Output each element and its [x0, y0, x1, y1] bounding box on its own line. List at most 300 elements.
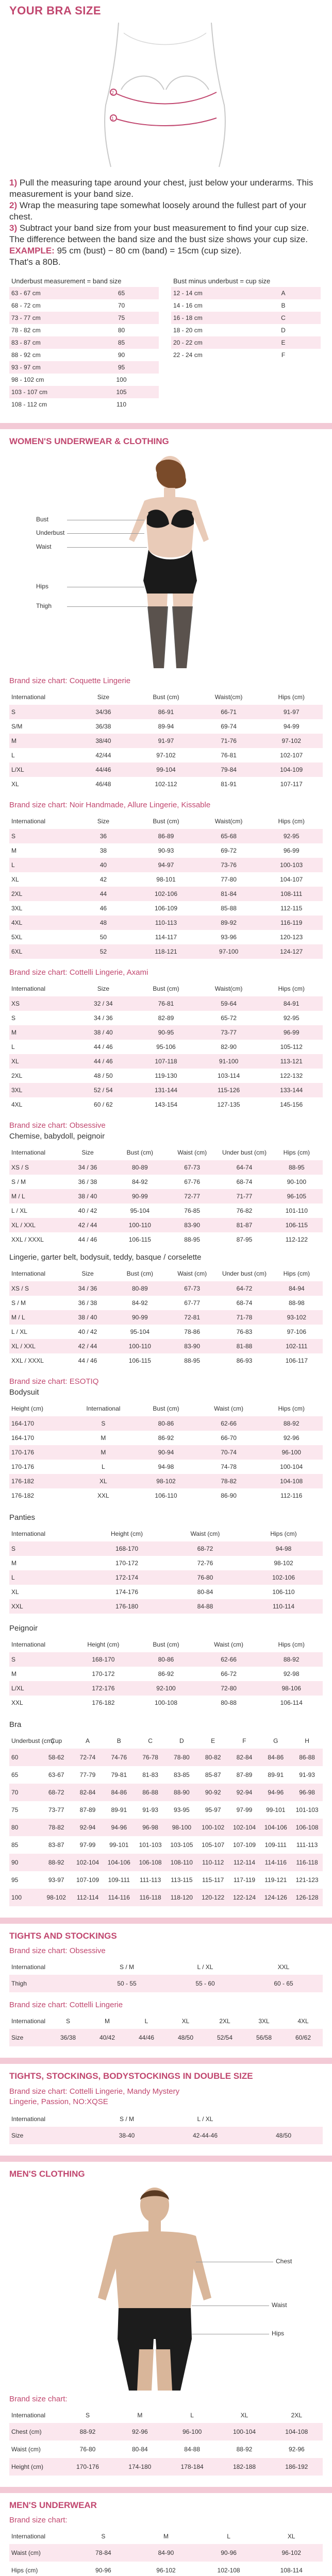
- table-row: [9, 901, 323, 916]
- table-cell: XL: [9, 777, 72, 791]
- table-cell: 95-104: [114, 1325, 166, 1339]
- table-header-cell: E: [211, 1737, 215, 1744]
- table-cell: 93-96: [197, 930, 260, 944]
- table-header-cell: Height (cm): [110, 1530, 143, 1537]
- table-cell: 109-111: [260, 1836, 291, 1854]
- table-cell: 99-101: [103, 1836, 135, 1854]
- table-header-cell: International: [86, 1405, 121, 1412]
- table-cell: Hips (cm): [9, 2562, 72, 2576]
- table-cell: 42/44: [72, 748, 135, 762]
- table-cell: 100-103: [260, 858, 323, 872]
- table-row: [9, 887, 323, 901]
- cup-size-table-wrap: [171, 275, 321, 411]
- table-cell: XS: [9, 996, 72, 1011]
- table-row: [9, 1175, 323, 1189]
- double-size-table: [9, 2111, 323, 2144]
- table-cell: 98-102: [41, 1889, 72, 1906]
- table-cell: 92-95: [260, 1011, 323, 1025]
- table-cell: 176-182: [9, 1488, 72, 1503]
- noir-chart: [0, 801, 332, 959]
- table-cell: 3XL: [9, 901, 72, 916]
- table-cell: 65: [9, 1766, 41, 1784]
- men-section: [0, 2169, 332, 2179]
- step-3-number: 3): [9, 223, 18, 233]
- table-cell: 84-88: [166, 2441, 218, 2458]
- table-cell: 100-104: [218, 2423, 270, 2441]
- table-header-cell: Bust (cm): [126, 1270, 153, 1277]
- table-cell: 48/50: [244, 2127, 323, 2144]
- table-cell: Chest (cm): [9, 2423, 61, 2441]
- table-cell: 98 - 102 cm: [9, 374, 84, 386]
- tights-cottelli-table: [9, 2013, 323, 2046]
- table-cell: 60: [9, 1749, 41, 1766]
- table-cell: 78 - 82 cm: [9, 324, 84, 336]
- table-row: [9, 1218, 323, 1232]
- bra-size-title: YOUR BRA SIZE: [9, 4, 102, 17]
- table-cell: 104-106: [103, 1854, 135, 1871]
- woman-lingerie-illustration: [0, 452, 332, 673]
- table-header-cell: G: [273, 1737, 278, 1744]
- table-header-cell: S / M: [119, 2115, 134, 2123]
- table-cell: 44/46: [127, 2029, 166, 2046]
- torso-bra-illustration: [0, 18, 332, 172]
- table-cell: 73-77: [41, 1801, 72, 1819]
- table-cell: 60/62: [284, 2029, 323, 2046]
- table-cell: 44 / 46: [72, 1040, 135, 1054]
- table-cell: XL: [9, 1054, 72, 1069]
- table-cell: 90: [84, 349, 159, 361]
- noir-table: [9, 814, 323, 959]
- table-cell: 98-106: [260, 1681, 323, 1696]
- table-cell: XS / S: [9, 1160, 61, 1175]
- table-cell: 115-126: [197, 1083, 260, 1097]
- table-cell: 82-84: [229, 1749, 260, 1766]
- table-cell: 111-113: [291, 1836, 323, 1854]
- table-cell: L: [72, 1460, 135, 1474]
- table-row: [9, 1819, 323, 1836]
- table-header-cell: International: [11, 2018, 46, 2025]
- table-header-cell: Waist(cm): [214, 693, 243, 701]
- table-cell: 71-77: [218, 1189, 270, 1204]
- table-cell: 52/54: [205, 2029, 244, 2046]
- table-header-cell: International: [11, 985, 46, 992]
- table-header-cell: 3XL: [258, 2018, 270, 2025]
- table-cell: 112-114: [229, 1854, 260, 1871]
- table-cell: 44: [72, 887, 135, 901]
- table-cell: 76-82: [218, 1204, 270, 1218]
- table-cell: S: [9, 1541, 88, 1556]
- example-line: [9, 245, 323, 257]
- table-cell: 32 / 34: [72, 996, 135, 1011]
- table-row: [9, 748, 323, 762]
- table-row: [9, 312, 159, 324]
- table-row: [9, 361, 159, 374]
- table-cell: 80: [9, 1819, 41, 1836]
- table-cell: 44 / 46: [61, 1232, 113, 1247]
- table-cell: 100-108: [135, 1696, 197, 1710]
- table-cell: 93-95: [166, 1801, 197, 1819]
- table-cell: 112-114: [72, 1889, 104, 1906]
- table-header-cell: Waist (cm): [214, 1641, 244, 1648]
- table-header-cell: L / XL: [197, 1963, 213, 1971]
- table-cell: 85: [84, 336, 159, 349]
- table-cell: 46/48: [72, 777, 135, 791]
- table-row: [9, 1097, 323, 1112]
- table-cell: 40 / 42: [61, 1325, 113, 1339]
- table-cell: 65-68: [197, 829, 260, 843]
- table-cell: 40: [72, 858, 135, 872]
- table-row: [9, 287, 159, 299]
- table-header-cell: Hips (cm): [270, 1530, 297, 1537]
- table-header-row: [9, 1401, 323, 1416]
- table-cell: 80-86: [135, 1416, 197, 1431]
- svg-text:2: 2: [111, 90, 114, 95]
- table-cell: 38 / 40: [72, 1025, 135, 1040]
- table-cell: M: [72, 1445, 135, 1460]
- table-cell: 76-83: [218, 1325, 270, 1339]
- table-cell: 100-104: [260, 1460, 323, 1474]
- table-header-cell: Bust (cm): [153, 1641, 179, 1648]
- table-row: [9, 1281, 323, 1296]
- table-cell: 48: [72, 916, 135, 930]
- table-cell: 124-126: [260, 1889, 291, 1906]
- table-cell: 62-66: [197, 1652, 260, 1667]
- table-cell: 89-91: [260, 1766, 291, 1784]
- table-header-row: [9, 2013, 323, 2029]
- table-row: [9, 1854, 323, 1871]
- table-cell: 80-82: [197, 1749, 229, 1766]
- table-header-cell: Bust (cm): [153, 693, 179, 701]
- table-cell: 168-170: [88, 1541, 166, 1556]
- esotiq-title: Brand size chart: ESOTIQ: [9, 1377, 99, 1386]
- table-header-cell: S: [101, 2533, 106, 2540]
- table-cell: 68-72: [41, 1784, 72, 1801]
- table-cell: 34/36: [72, 705, 135, 719]
- cup-size-table: [171, 287, 321, 361]
- table-row: [9, 829, 323, 843]
- table-cell: 2XL: [9, 1069, 72, 1083]
- esotiq-bodysuit-label: Bodysuit: [9, 1388, 39, 1397]
- table-cell: 80-86: [135, 1652, 197, 1667]
- table-cell: 83-87: [41, 1836, 72, 1854]
- table-cell: 77-80: [197, 872, 260, 887]
- table-header-cell: XL: [240, 2412, 248, 2419]
- table-cell: 106-108: [135, 1854, 166, 1871]
- table-cell: 182-188: [218, 2458, 270, 2476]
- table-cell: 119-130: [135, 1069, 197, 1083]
- table-cell: 52: [72, 944, 135, 959]
- table-header-cell: Hips (cm): [283, 1149, 310, 1156]
- table-cell: 83-90: [166, 1218, 218, 1232]
- esotiq-bra-label: Bra: [9, 1720, 22, 1729]
- table-header-cell: Waist (cm): [177, 1270, 207, 1277]
- table-cell: A: [246, 287, 321, 299]
- table-header-cell: M: [163, 2533, 169, 2540]
- table-row: [171, 287, 321, 299]
- table-row: [9, 1667, 323, 1681]
- table-cell: B: [246, 299, 321, 312]
- table-header-cell: Underbust (cm): [11, 1737, 54, 1744]
- table-cell: S / M: [9, 1175, 61, 1189]
- table-cell: 6XL: [9, 944, 72, 959]
- men-figure: [0, 2184, 332, 2391]
- table-cell: 42 / 44: [61, 1339, 113, 1353]
- table-cell: 76-80: [61, 2441, 113, 2458]
- chest-label: Chest: [276, 2258, 292, 2265]
- table-cell: 86-93: [218, 1353, 270, 1368]
- table-cell: 40 / 42: [61, 1204, 113, 1218]
- table-header-cell: International: [11, 1270, 46, 1277]
- table-cell: 38 / 40: [61, 1189, 113, 1204]
- table-cell: M / L: [9, 1189, 61, 1204]
- obsessive-subtitle-2: Lingerie, garter belt, bodysuit, teddy, basque / corselette: [9, 1253, 202, 1262]
- women-section: [0, 436, 332, 447]
- table-cell: 110-112: [197, 1854, 229, 1871]
- table-header-cell: International: [11, 693, 46, 701]
- table-header-cell: Waist (cm): [177, 1149, 207, 1156]
- table-row: [9, 1871, 323, 1889]
- table-row: [9, 1069, 323, 1083]
- table-cell: 55 - 60: [166, 1975, 244, 1992]
- table-cell: 101-103: [291, 1801, 323, 1819]
- table-cell: 80: [84, 324, 159, 336]
- table-header-cell: S: [85, 2412, 90, 2419]
- table-cell: 69-74: [197, 719, 260, 734]
- table-cell: 102-112: [135, 777, 197, 791]
- table-cell: Waist (cm): [9, 2544, 72, 2562]
- table-cell: 96-102: [135, 2562, 197, 2576]
- table-cell: 110: [84, 398, 159, 411]
- table-cell: L: [9, 1570, 88, 1585]
- table-header-row: [9, 1145, 323, 1160]
- table-cell: 90-92: [197, 1784, 229, 1801]
- table-cell: 36 / 38: [61, 1175, 113, 1189]
- double-size-section: [0, 2071, 332, 2144]
- table-cell: 93-102: [271, 1310, 323, 1325]
- obsessive-chart: [0, 1121, 332, 1368]
- table-cell: 79-81: [103, 1766, 135, 1784]
- table-row: [9, 2544, 323, 2562]
- table-cell: 86-92: [135, 1667, 197, 1681]
- table-cell: 90-96: [72, 2562, 135, 2576]
- table-cell: 102-108: [197, 2562, 260, 2576]
- table-cell: 95-104: [114, 1204, 166, 1218]
- tights-obsessive-title: Brand size chart: Obsessive: [9, 1946, 106, 1955]
- men-underwear-brand-title: Brand size chart:: [9, 2516, 68, 2524]
- table-cell: 50 - 55: [88, 1975, 166, 1992]
- table-row: [9, 349, 159, 361]
- table-cell: S: [9, 705, 72, 719]
- table-cell: 58-62: [41, 1749, 72, 1766]
- table-row: [9, 1749, 323, 1766]
- cup-size-header: Bust minus underbust = cup size: [173, 277, 271, 285]
- table-header-cell: XXL: [277, 1963, 290, 1971]
- table-cell: 176-182: [9, 1474, 72, 1488]
- table-cell: XXL: [9, 1599, 88, 1614]
- table-cell: 14 - 16 cm: [171, 299, 246, 312]
- table-cell: 73 - 77 cm: [9, 312, 84, 324]
- table-cell: 75: [84, 312, 159, 324]
- table-cell: 78-82: [197, 1474, 260, 1488]
- coquette-chart: [0, 676, 332, 791]
- table-header-cell: Height (cm): [87, 1641, 120, 1648]
- table-cell: L / XL: [9, 1204, 61, 1218]
- table-cell: 118-120: [166, 1889, 197, 1906]
- table-cell: S / M: [9, 1296, 61, 1310]
- table-cell: 84-91: [260, 996, 323, 1011]
- table-cell: 112-115: [260, 901, 323, 916]
- table-cell: 97-99: [72, 1836, 104, 1854]
- table-cell: 117-119: [229, 1871, 260, 1889]
- table-cell: 116-118: [135, 1889, 166, 1906]
- step-2-text: Wrap the measuring tape somewhat loosely around the fullest part of your chest.: [9, 200, 307, 222]
- table-cell: 106-115: [114, 1353, 166, 1368]
- table-cell: 92-96: [271, 2441, 323, 2458]
- table-cell: 86-89: [135, 829, 197, 843]
- table-header-cell: Hips (cm): [278, 818, 305, 825]
- table-header-cell: L: [227, 2533, 230, 2540]
- table-cell: 36/38: [72, 719, 135, 734]
- esotiq-bra-table: [9, 1733, 323, 1906]
- cottelli-table: [9, 981, 323, 1112]
- table-cell: 98-102: [244, 1556, 323, 1570]
- table-cell: 85-87: [197, 1766, 229, 1784]
- table-cell: 101-110: [271, 1204, 323, 1218]
- table-cell: 78-82: [41, 1819, 72, 1836]
- table-cell: 104-107: [260, 872, 323, 887]
- table-cell: M: [9, 1667, 72, 1681]
- table-cell: 100-110: [114, 1218, 166, 1232]
- table-cell: 64-74: [218, 1160, 270, 1175]
- table-cell: 42-44-46: [166, 2127, 244, 2144]
- table-cell: 73-76: [197, 858, 260, 872]
- table-row: [9, 1296, 323, 1310]
- table-cell: Size: [9, 2029, 48, 2046]
- table-cell: 120-122: [197, 1889, 229, 1906]
- table-cell: 59-64: [197, 996, 260, 1011]
- table-header-cell: Size: [97, 818, 110, 825]
- table-cell: 88-98: [271, 1296, 323, 1310]
- table-cell: 82-84: [72, 1784, 104, 1801]
- table-cell: 50: [72, 930, 135, 944]
- table-cell: 118-121: [135, 944, 197, 959]
- table-cell: 103-114: [197, 1069, 260, 1083]
- table-cell: 87-89: [229, 1766, 260, 1784]
- table-cell: 52 / 54: [72, 1083, 135, 1097]
- step-1: [9, 177, 323, 200]
- table-header-row: [9, 1526, 323, 1541]
- table-cell: 38/40: [72, 734, 135, 748]
- table-cell: 81-91: [197, 777, 260, 791]
- table-header-cell: XL: [287, 2533, 295, 2540]
- table-cell: 108-111: [260, 887, 323, 901]
- table-header-cell: 2XL: [219, 2018, 230, 2025]
- table-cell: 85: [9, 1836, 41, 1854]
- table-cell: 168-170: [72, 1652, 135, 1667]
- table-row: [9, 1975, 323, 1992]
- table-cell: 65-72: [197, 1011, 260, 1025]
- table-cell: 72-77: [166, 1189, 218, 1204]
- men-chart: [0, 2395, 332, 2476]
- table-cell: 92-96: [260, 1431, 323, 1445]
- table-cell: 84-90: [135, 2544, 197, 2562]
- table-header-cell: L: [190, 2412, 194, 2419]
- table-cell: 88-92: [260, 1416, 323, 1431]
- table-header-cell: Size: [81, 1270, 94, 1277]
- table-row: [9, 1784, 323, 1801]
- table-cell: 90: [9, 1854, 41, 1871]
- table-header-cell: Hips (cm): [278, 985, 305, 992]
- table-cell: 70-74: [197, 1445, 260, 1460]
- table-cell: 66-72: [197, 1667, 260, 1681]
- table-row: [9, 777, 323, 791]
- table-row: [9, 1339, 323, 1353]
- table-cell: 107-109: [229, 1836, 260, 1854]
- table-cell: 85-88: [197, 901, 260, 916]
- table-row: [9, 1353, 323, 1368]
- table-cell: 70: [9, 1784, 41, 1801]
- table-cell: 66-71: [197, 705, 260, 719]
- table-cell: 34 / 36: [72, 1011, 135, 1025]
- thigh-line: [67, 606, 147, 607]
- table-cell: 72-81: [166, 1310, 218, 1325]
- table-cell: 76-80: [166, 1570, 244, 1585]
- table-cell: 112-122: [271, 1232, 323, 1247]
- table-cell: 94-98: [135, 1460, 197, 1474]
- men-underwear-title: MEN'S UNDERWEAR: [9, 2500, 97, 2510]
- esotiq-peignoir-label: Peignoir: [9, 1624, 38, 1633]
- table-cell: Thigh: [9, 1975, 88, 1992]
- table-header-cell: Under bust (cm): [222, 1149, 267, 1156]
- table-cell: XL: [72, 1474, 135, 1488]
- table-cell: 38-40: [88, 2127, 166, 2144]
- table-header-cell: Hips (cm): [283, 1270, 310, 1277]
- table-header-cell: International: [11, 818, 46, 825]
- table-row: [9, 1541, 323, 1556]
- table-cell: 101-103: [135, 1836, 166, 1854]
- table-cell: 98-102: [135, 1474, 197, 1488]
- table-cell: 94-99: [260, 719, 323, 734]
- table-row: [9, 2562, 323, 2576]
- table-cell: 113-115: [166, 1871, 197, 1889]
- table-header-row: [9, 2111, 323, 2127]
- women-figure: [0, 452, 332, 673]
- table-cell: 121-123: [291, 1871, 323, 1889]
- table-cell: 100-110: [114, 1339, 166, 1353]
- table-cell: 92-98: [260, 1667, 323, 1681]
- table-row: [9, 336, 159, 349]
- example-label: EXAMPLE:: [9, 246, 55, 256]
- table-cell: 91-100: [197, 1054, 260, 1069]
- table-row: [9, 2423, 323, 2441]
- obsessive-table: [9, 1145, 323, 1247]
- table-cell: 81-87: [218, 1218, 270, 1232]
- esotiq-peignoir-table: [9, 1637, 323, 1710]
- table-cell: S: [9, 829, 72, 843]
- table-row: [9, 1696, 323, 1710]
- table-header-cell: C: [148, 1737, 153, 1744]
- table-cell: 106-110: [135, 1488, 197, 1503]
- women-title: WOMEN'S UNDERWEAR & CLOTHING: [9, 436, 169, 446]
- table-cell: 78-86: [166, 1325, 218, 1339]
- table-row: [9, 1766, 323, 1784]
- table-row: [9, 1801, 323, 1819]
- table-row: [9, 719, 323, 734]
- table-cell: 122-124: [229, 1889, 260, 1906]
- step-3: [9, 223, 323, 234]
- table-cell: 20 - 22 cm: [171, 336, 246, 349]
- table-cell: 106-117: [271, 1353, 323, 1368]
